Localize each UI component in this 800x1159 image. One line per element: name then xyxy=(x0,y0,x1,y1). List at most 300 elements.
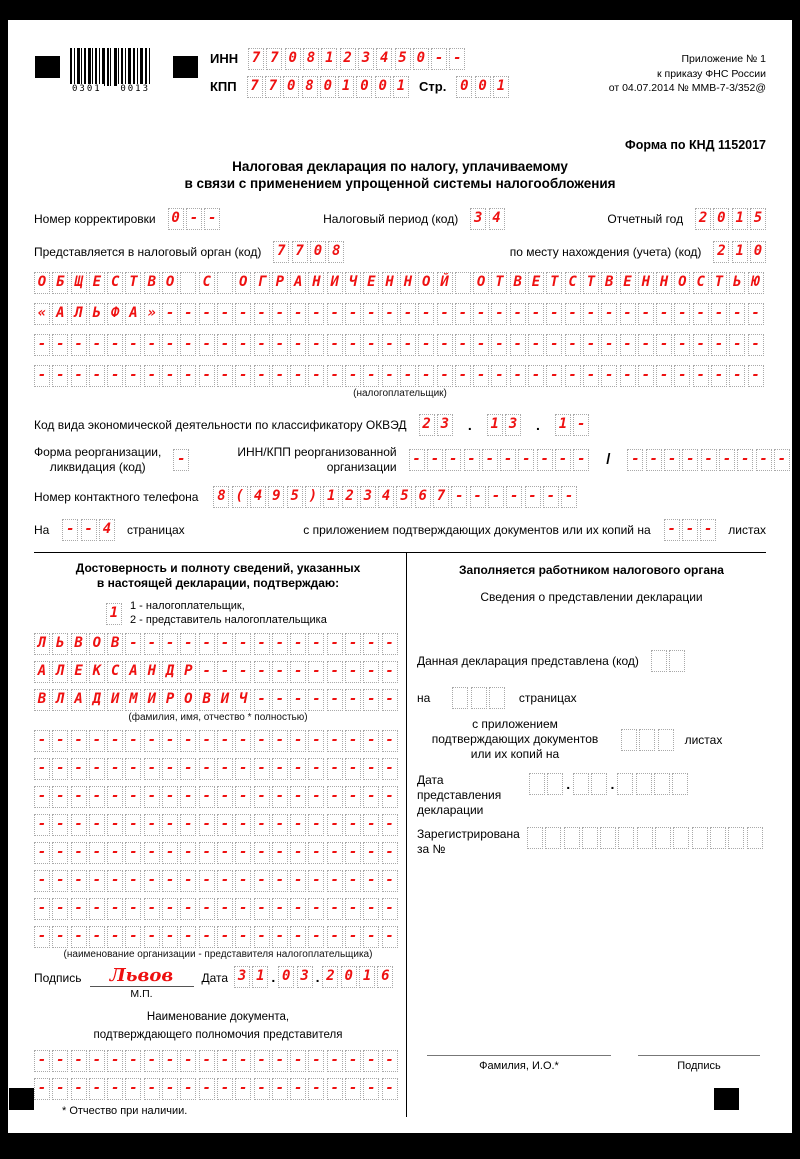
char-cell[interactable]: - xyxy=(382,303,398,325)
char-cell[interactable]: 0 xyxy=(283,76,299,98)
char-cell[interactable] xyxy=(637,827,653,849)
reorg-inn-field[interactable] xyxy=(409,449,590,471)
char-cell[interactable]: 3 xyxy=(358,48,374,70)
char-cell[interactable]: 1 xyxy=(555,414,571,436)
char-cell[interactable]: - xyxy=(217,898,233,920)
char-cell[interactable] xyxy=(455,272,471,294)
char-cell[interactable]: - xyxy=(601,365,617,387)
char-cell[interactable]: - xyxy=(235,334,251,356)
char-cell[interactable]: - xyxy=(363,758,379,780)
char-cell[interactable]: - xyxy=(693,365,709,387)
char-cell[interactable]: Т xyxy=(546,272,562,294)
char-cell[interactable]: - xyxy=(437,365,453,387)
signature-date-field[interactable] xyxy=(234,966,393,988)
char-cell[interactable] xyxy=(655,827,671,849)
char-cell[interactable]: В xyxy=(144,272,160,294)
char-cell[interactable]: - xyxy=(400,334,416,356)
char-cell[interactable]: - xyxy=(144,758,160,780)
char-cell[interactable]: Ю xyxy=(748,272,764,294)
char-cell[interactable]: А xyxy=(71,689,87,711)
char-cell[interactable]: - xyxy=(52,1050,68,1072)
char-cell[interactable]: - xyxy=(537,449,553,471)
char-cell[interactable]: - xyxy=(308,758,324,780)
char-cell[interactable]: - xyxy=(89,1050,105,1072)
char-cell[interactable]: - xyxy=(327,926,343,948)
char-cell[interactable]: - xyxy=(363,1050,379,1072)
char-cell[interactable]: - xyxy=(217,334,233,356)
char-cell[interactable]: - xyxy=(254,842,270,864)
char-cell[interactable]: - xyxy=(473,334,489,356)
char-cell[interactable]: - xyxy=(555,449,571,471)
char-cell[interactable]: - xyxy=(290,365,306,387)
char-cell[interactable]: - xyxy=(518,449,534,471)
char-cell[interactable]: - xyxy=(583,303,599,325)
char-cell[interactable]: - xyxy=(254,814,270,836)
char-cell[interactable]: - xyxy=(546,303,562,325)
char-cell[interactable]: - xyxy=(510,303,526,325)
char-cell[interactable]: - xyxy=(217,786,233,808)
char-cell[interactable]: - xyxy=(235,661,251,683)
char-cell[interactable]: - xyxy=(71,842,87,864)
char-cell[interactable]: 5 xyxy=(395,48,411,70)
char-cell[interactable]: - xyxy=(363,633,379,655)
char-cell[interactable]: 1 xyxy=(321,48,337,70)
char-cell[interactable]: - xyxy=(382,758,398,780)
char-cell[interactable]: - xyxy=(180,814,196,836)
char-cell[interactable]: И xyxy=(327,272,343,294)
char-cell[interactable]: - xyxy=(345,633,361,655)
char-cell[interactable]: - xyxy=(89,842,105,864)
char-cell[interactable]: - xyxy=(308,926,324,948)
char-cell[interactable]: - xyxy=(327,814,343,836)
char-cell[interactable]: 7 xyxy=(265,76,281,98)
char-cell[interactable]: С xyxy=(199,272,215,294)
submitted-code-field[interactable] xyxy=(651,650,685,672)
char-cell[interactable]: - xyxy=(327,1078,343,1100)
char-cell[interactable]: И xyxy=(107,689,123,711)
char-cell[interactable]: Ч xyxy=(345,272,361,294)
char-cell[interactable]: Л xyxy=(52,661,68,683)
char-cell[interactable]: - xyxy=(107,1078,123,1100)
char-cell[interactable] xyxy=(658,729,674,751)
char-cell[interactable]: 5 xyxy=(396,486,412,508)
char-cell[interactable]: - xyxy=(656,303,672,325)
char-cell[interactable]: - xyxy=(180,303,196,325)
org-name-row[interactable] xyxy=(34,814,402,836)
char-cell[interactable]: - xyxy=(719,449,735,471)
char-cell[interactable]: - xyxy=(34,365,50,387)
char-cell[interactable]: - xyxy=(510,365,526,387)
char-cell[interactable]: Т xyxy=(711,272,727,294)
tax-authority-field[interactable] xyxy=(273,241,344,263)
char-cell[interactable]: - xyxy=(473,365,489,387)
char-cell[interactable]: - xyxy=(144,730,160,752)
char-cell[interactable]: - xyxy=(199,870,215,892)
char-cell[interactable]: - xyxy=(272,870,288,892)
char-cell[interactable]: - xyxy=(71,730,87,752)
char-cell[interactable]: 1 xyxy=(487,414,503,436)
char-cell[interactable] xyxy=(639,729,655,751)
char-cell[interactable]: А xyxy=(125,303,141,325)
char-cell[interactable]: - xyxy=(107,365,123,387)
char-cell[interactable]: - xyxy=(71,814,87,836)
char-cell[interactable]: - xyxy=(656,334,672,356)
char-cell[interactable]: - xyxy=(125,1050,141,1072)
attachments-count-field[interactable] xyxy=(664,519,717,541)
char-cell[interactable]: Л xyxy=(71,303,87,325)
char-cell[interactable]: - xyxy=(144,842,160,864)
char-cell[interactable]: С xyxy=(693,272,709,294)
char-cell[interactable]: - xyxy=(254,1050,270,1072)
char-cell[interactable]: - xyxy=(52,898,68,920)
char-cell[interactable]: - xyxy=(199,1050,215,1072)
char-cell[interactable]: - xyxy=(254,870,270,892)
char-cell[interactable]: - xyxy=(711,365,727,387)
char-cell[interactable]: - xyxy=(345,758,361,780)
char-cell[interactable]: - xyxy=(34,1078,50,1100)
char-cell[interactable]: - xyxy=(235,898,251,920)
char-cell[interactable]: 1 xyxy=(732,241,748,263)
fio-surname-field[interactable] xyxy=(34,633,402,655)
char-cell[interactable]: - xyxy=(272,1078,288,1100)
char-cell[interactable]: В xyxy=(510,272,526,294)
char-cell[interactable]: 1 xyxy=(493,76,509,98)
char-cell[interactable]: - xyxy=(107,926,123,948)
char-cell[interactable]: - xyxy=(345,730,361,752)
char-cell[interactable]: 0 xyxy=(750,241,766,263)
char-cell[interactable]: 0 xyxy=(413,48,429,70)
submission-date-field[interactable] xyxy=(529,773,688,795)
char-cell[interactable]: - xyxy=(528,303,544,325)
char-cell[interactable] xyxy=(654,773,670,795)
char-cell[interactable]: В xyxy=(34,689,50,711)
char-cell[interactable]: - xyxy=(254,661,270,683)
taxpayer-name-row-3[interactable] xyxy=(34,334,766,356)
char-cell[interactable]: В xyxy=(199,689,215,711)
char-cell[interactable]: - xyxy=(382,334,398,356)
char-cell[interactable]: - xyxy=(327,1050,343,1072)
char-cell[interactable]: - xyxy=(327,689,343,711)
char-cell[interactable]: - xyxy=(491,334,507,356)
char-cell[interactable]: - xyxy=(217,730,233,752)
char-cell[interactable]: - xyxy=(308,730,324,752)
submission-month-field[interactable] xyxy=(573,773,607,795)
reorg-kpp-field[interactable] xyxy=(627,449,789,471)
char-cell[interactable] xyxy=(564,827,580,849)
char-cell[interactable]: - xyxy=(573,449,589,471)
char-cell[interactable]: 3 xyxy=(437,414,453,436)
char-cell[interactable]: О xyxy=(235,272,251,294)
char-cell[interactable]: - xyxy=(144,898,160,920)
char-cell[interactable]: 1 xyxy=(732,208,748,230)
char-cell[interactable]: Т xyxy=(491,272,507,294)
char-cell[interactable]: - xyxy=(290,898,306,920)
char-cell[interactable]: - xyxy=(89,1078,105,1100)
date-day-field[interactable] xyxy=(234,966,268,988)
char-cell[interactable]: - xyxy=(409,449,425,471)
char-cell[interactable]: - xyxy=(528,334,544,356)
char-cell[interactable]: - xyxy=(254,926,270,948)
date-month-field[interactable] xyxy=(278,966,312,988)
char-cell[interactable]: - xyxy=(52,814,68,836)
char-cell[interactable]: - xyxy=(254,1078,270,1100)
char-cell[interactable]: - xyxy=(34,898,50,920)
submission-day-field[interactable] xyxy=(529,773,563,795)
char-cell[interactable]: - xyxy=(418,334,434,356)
char-cell[interactable]: - xyxy=(162,334,178,356)
char-cell[interactable]: - xyxy=(162,365,178,387)
char-cell[interactable]: - xyxy=(290,303,306,325)
char-cell[interactable]: - xyxy=(345,926,361,948)
char-cell[interactable]: - xyxy=(345,1050,361,1072)
char-cell[interactable]: - xyxy=(290,842,306,864)
char-cell[interactable]: 2 xyxy=(695,208,711,230)
char-cell[interactable]: 6 xyxy=(415,486,431,508)
char-cell[interactable]: - xyxy=(144,814,160,836)
char-cell[interactable] xyxy=(636,773,652,795)
char-cell[interactable]: - xyxy=(382,1050,398,1072)
char-cell[interactable]: - xyxy=(646,449,662,471)
char-cell[interactable]: ( xyxy=(232,486,248,508)
char-cell[interactable]: - xyxy=(546,365,562,387)
char-cell[interactable]: - xyxy=(437,303,453,325)
char-cell[interactable]: - xyxy=(217,870,233,892)
org-name-row[interactable] xyxy=(34,730,402,752)
char-cell[interactable]: - xyxy=(327,303,343,325)
char-cell[interactable]: - xyxy=(52,758,68,780)
char-cell[interactable]: 0 xyxy=(475,76,491,98)
char-cell[interactable]: - xyxy=(620,365,636,387)
char-cell[interactable]: Е xyxy=(89,272,105,294)
char-cell[interactable]: - xyxy=(272,814,288,836)
char-cell[interactable]: 1 xyxy=(323,486,339,508)
char-cell[interactable]: Д xyxy=(89,689,105,711)
char-cell[interactable]: - xyxy=(290,689,306,711)
char-cell[interactable]: - xyxy=(382,786,398,808)
char-cell[interactable]: Т xyxy=(125,272,141,294)
char-cell[interactable]: - xyxy=(254,758,270,780)
char-cell[interactable]: - xyxy=(290,758,306,780)
char-cell[interactable]: - xyxy=(290,926,306,948)
char-cell[interactable]: - xyxy=(235,303,251,325)
char-cell[interactable]: - xyxy=(431,48,447,70)
char-cell[interactable]: Н xyxy=(656,272,672,294)
char-cell[interactable]: Р xyxy=(272,272,288,294)
char-cell[interactable]: 5 xyxy=(287,486,303,508)
char-cell[interactable]: - xyxy=(363,661,379,683)
char-cell[interactable]: - xyxy=(125,758,141,780)
char-cell[interactable]: - xyxy=(506,486,522,508)
char-cell[interactable]: С xyxy=(107,272,123,294)
char-cell[interactable]: - xyxy=(52,730,68,752)
char-cell[interactable]: - xyxy=(144,1050,160,1072)
char-cell[interactable]: - xyxy=(272,661,288,683)
char-cell[interactable] xyxy=(529,773,545,795)
char-cell[interactable]: - xyxy=(52,926,68,948)
org-name-row[interactable] xyxy=(34,870,402,892)
fio-name-field[interactable] xyxy=(34,661,402,683)
char-cell[interactable]: - xyxy=(144,365,160,387)
char-cell[interactable]: - xyxy=(693,303,709,325)
char-cell[interactable]: - xyxy=(180,365,196,387)
char-cell[interactable]: - xyxy=(71,786,87,808)
char-cell[interactable]: - xyxy=(199,814,215,836)
char-cell[interactable]: - xyxy=(52,1078,68,1100)
char-cell[interactable]: Р xyxy=(162,689,178,711)
char-cell[interactable]: - xyxy=(162,898,178,920)
char-cell[interactable]: - xyxy=(327,365,343,387)
char-cell[interactable]: - xyxy=(737,449,753,471)
char-cell[interactable]: Д xyxy=(162,661,178,683)
char-cell[interactable]: Р xyxy=(180,661,196,683)
submission-year-field[interactable] xyxy=(617,773,688,795)
char-cell[interactable]: - xyxy=(451,486,467,508)
char-cell[interactable]: - xyxy=(363,730,379,752)
char-cell[interactable]: - xyxy=(345,303,361,325)
char-cell[interactable]: - xyxy=(290,661,306,683)
char-cell[interactable]: - xyxy=(162,730,178,752)
char-cell[interactable]: О xyxy=(89,633,105,655)
char-cell[interactable]: - xyxy=(327,786,343,808)
char-cell[interactable]: - xyxy=(583,365,599,387)
char-cell[interactable] xyxy=(728,827,744,849)
char-cell[interactable]: Е xyxy=(528,272,544,294)
char-cell[interactable]: - xyxy=(327,730,343,752)
char-cell[interactable]: ) xyxy=(305,486,321,508)
char-cell[interactable]: - xyxy=(701,449,717,471)
char-cell[interactable] xyxy=(547,773,563,795)
char-cell[interactable] xyxy=(452,687,468,709)
char-cell[interactable]: - xyxy=(748,334,764,356)
char-cell[interactable]: 8 xyxy=(213,486,229,508)
char-cell[interactable]: - xyxy=(71,365,87,387)
char-cell[interactable]: - xyxy=(217,1050,233,1072)
char-cell[interactable]: - xyxy=(217,365,233,387)
char-cell[interactable]: - xyxy=(382,842,398,864)
char-cell[interactable]: - xyxy=(272,758,288,780)
char-cell[interactable]: - xyxy=(272,926,288,948)
char-cell[interactable]: - xyxy=(144,633,160,655)
char-cell[interactable]: - xyxy=(345,334,361,356)
char-cell[interactable]: - xyxy=(71,1050,87,1072)
char-cell[interactable]: - xyxy=(235,926,251,948)
char-cell[interactable]: - xyxy=(199,842,215,864)
char-cell[interactable]: - xyxy=(162,786,178,808)
char-cell[interactable]: - xyxy=(107,1050,123,1072)
char-cell[interactable]: - xyxy=(144,334,160,356)
char-cell[interactable]: - xyxy=(464,449,480,471)
char-cell[interactable]: - xyxy=(491,365,507,387)
char-cell[interactable]: Е xyxy=(363,272,379,294)
char-cell[interactable]: - xyxy=(601,303,617,325)
char-cell[interactable]: - xyxy=(144,786,160,808)
char-cell[interactable]: Ь xyxy=(89,303,105,325)
char-cell[interactable] xyxy=(545,827,561,849)
char-cell[interactable]: - xyxy=(345,870,361,892)
org-name-row[interactable] xyxy=(34,842,402,864)
char-cell[interactable]: 7 xyxy=(433,486,449,508)
char-cell[interactable]: - xyxy=(272,633,288,655)
char-cell[interactable]: - xyxy=(180,1078,196,1100)
char-cell[interactable]: - xyxy=(748,303,764,325)
org-name-row[interactable] xyxy=(34,898,402,920)
char-cell[interactable]: - xyxy=(363,926,379,948)
char-cell[interactable]: - xyxy=(180,786,196,808)
char-cell[interactable]: - xyxy=(290,633,306,655)
char-cell[interactable]: Л xyxy=(34,633,50,655)
char-cell[interactable]: - xyxy=(162,1050,178,1072)
phone-field[interactable] xyxy=(213,486,577,508)
taxpayer-name-row-2[interactable] xyxy=(34,303,766,325)
char-cell[interactable]: - xyxy=(327,633,343,655)
char-cell[interactable]: - xyxy=(180,730,196,752)
char-cell[interactable]: К xyxy=(89,661,105,683)
char-cell[interactable]: - xyxy=(664,449,680,471)
char-cell[interactable]: - xyxy=(180,633,196,655)
char-cell[interactable]: 5 xyxy=(750,208,766,230)
char-cell[interactable]: - xyxy=(700,519,716,541)
char-cell[interactable]: - xyxy=(162,758,178,780)
char-cell[interactable]: - xyxy=(382,1078,398,1100)
okved-part-3[interactable] xyxy=(555,414,589,436)
char-cell[interactable]: 3 xyxy=(297,966,313,988)
char-cell[interactable]: - xyxy=(254,303,270,325)
char-cell[interactable]: Й xyxy=(437,272,453,294)
char-cell[interactable]: 7 xyxy=(248,48,264,70)
char-cell[interactable]: - xyxy=(254,689,270,711)
char-cell[interactable]: - xyxy=(363,786,379,808)
char-cell[interactable]: 2 xyxy=(419,414,435,436)
char-cell[interactable]: - xyxy=(162,1078,178,1100)
char-cell[interactable]: - xyxy=(729,365,745,387)
char-cell[interactable]: 1 xyxy=(359,966,375,988)
char-cell[interactable]: Н xyxy=(382,272,398,294)
char-cell[interactable] xyxy=(617,773,633,795)
char-cell[interactable]: - xyxy=(693,334,709,356)
char-cell[interactable]: - xyxy=(382,814,398,836)
char-cell[interactable]: - xyxy=(601,334,617,356)
char-cell[interactable]: О xyxy=(34,272,50,294)
char-cell[interactable]: - xyxy=(272,730,288,752)
char-cell[interactable]: - xyxy=(272,303,288,325)
org-name-row[interactable] xyxy=(34,926,402,948)
org-name-row[interactable] xyxy=(34,758,402,780)
char-cell[interactable]: - xyxy=(89,365,105,387)
char-cell[interactable]: - xyxy=(656,365,672,387)
char-cell[interactable]: - xyxy=(565,334,581,356)
char-cell[interactable]: О xyxy=(473,272,489,294)
char-cell[interactable]: - xyxy=(125,365,141,387)
char-cell[interactable]: - xyxy=(455,365,471,387)
char-cell[interactable]: 3 xyxy=(234,966,250,988)
char-cell[interactable]: - xyxy=(437,334,453,356)
char-cell[interactable]: - xyxy=(217,661,233,683)
char-cell[interactable]: - xyxy=(71,758,87,780)
char-cell[interactable]: - xyxy=(308,898,324,920)
char-cell[interactable]: - xyxy=(107,842,123,864)
char-cell[interactable]: - xyxy=(682,449,698,471)
char-cell[interactable]: - xyxy=(748,365,764,387)
char-cell[interactable]: - xyxy=(382,633,398,655)
char-cell[interactable]: - xyxy=(162,926,178,948)
char-cell[interactable]: - xyxy=(327,898,343,920)
char-cell[interactable]: - xyxy=(382,926,398,948)
char-cell[interactable]: - xyxy=(125,814,141,836)
char-cell[interactable]: - xyxy=(125,898,141,920)
char-cell[interactable]: - xyxy=(62,519,78,541)
char-cell[interactable]: - xyxy=(89,334,105,356)
char-cell[interactable]: - xyxy=(217,926,233,948)
